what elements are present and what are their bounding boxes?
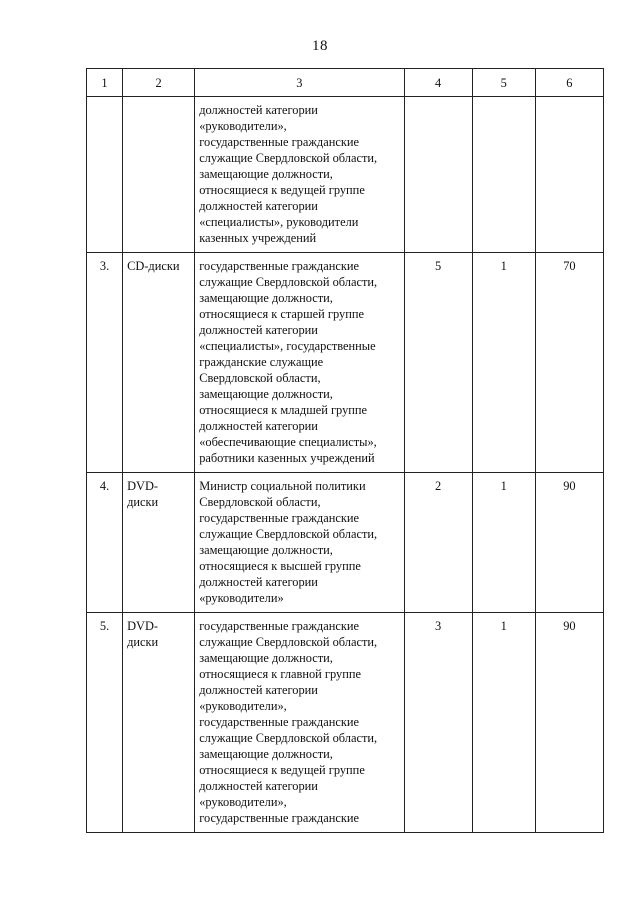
description-line: относящиеся к ведущей группе — [199, 183, 365, 197]
description-line: должностей категории — [199, 103, 318, 117]
allocation-table — [86, 68, 604, 833]
description-line: замещающие должности, — [199, 747, 333, 761]
value-col5: 1 — [472, 613, 535, 833]
description-line: должностей категории — [199, 419, 318, 433]
table-row — [87, 253, 604, 473]
description-line: замещающие должности, — [199, 651, 333, 665]
description-line: государственные гражданские — [199, 259, 360, 273]
description-line: служащие Свердловской области, — [199, 635, 378, 649]
description-line: государственные гражданские — [199, 715, 360, 729]
description-line: служащие Свердловской области, — [199, 275, 378, 289]
value-col6: 90 — [535, 613, 603, 833]
item-name-line: диски — [127, 635, 159, 649]
description-line: относящиеся к главной группе — [199, 667, 361, 681]
description-line: «руководители» — [199, 591, 284, 605]
description-line: относящиеся к младшей группе — [199, 403, 368, 417]
value-col4: 3 — [404, 613, 472, 833]
value-col6: 90 — [535, 473, 603, 613]
recipients-description — [195, 473, 404, 613]
item-name — [123, 97, 195, 253]
column-header: 2 — [123, 69, 195, 97]
description-line: служащие Свердловской области, — [199, 731, 378, 745]
item-name-line: DVD- — [127, 479, 159, 493]
description-line: должностей категории — [199, 323, 318, 337]
description-line: относящиеся к высшей группе — [199, 559, 361, 573]
item-name — [123, 613, 195, 833]
page-number: 18 — [312, 38, 328, 54]
value-col4: 5 — [404, 253, 472, 473]
description-line: государственные гражданские — [199, 511, 360, 525]
description-line: Министр социальной политики — [199, 479, 366, 493]
row-number: 3. — [87, 253, 123, 473]
description-line: государственные гражданские — [199, 619, 360, 633]
description-line: «специалисты», руководители — [199, 215, 359, 229]
column-header: 5 — [472, 69, 535, 97]
value-col4: 2 — [404, 473, 472, 613]
description-line: государственные гражданские — [199, 811, 360, 825]
row-number — [87, 97, 123, 253]
column-header: 6 — [535, 69, 603, 97]
description-line: Свердловской области, — [199, 495, 321, 509]
description-line: служащие Свердловской области, — [199, 527, 378, 541]
item-name-line: CD-диски — [127, 259, 180, 273]
item-name-line: DVD- — [127, 619, 159, 633]
description-line: работники казенных учреждений — [199, 451, 375, 465]
recipients-description — [195, 97, 404, 253]
value-col6 — [535, 97, 603, 253]
table-row — [87, 97, 604, 253]
description-line: Свердловской области, — [199, 371, 321, 385]
description-line: должностей категории — [199, 199, 318, 213]
row-number: 5. — [87, 613, 123, 833]
row-number: 4. — [87, 473, 123, 613]
description-line: «обеспечивающие специалисты», — [199, 435, 377, 449]
item-name — [123, 253, 195, 473]
value-col5: 1 — [472, 253, 535, 473]
column-number-row — [87, 69, 604, 97]
description-line: замещающие должности, — [199, 291, 333, 305]
column-header: 1 — [87, 69, 123, 97]
description-line: замещающие должности, — [199, 167, 333, 181]
description-line: замещающие должности, — [199, 387, 333, 401]
description-line: должностей категории — [199, 779, 318, 793]
description-line: «руководители», — [199, 699, 287, 713]
column-header: 3 — [195, 69, 404, 97]
value-col6: 70 — [535, 253, 603, 473]
description-line: относящиеся к ведущей группе — [199, 763, 365, 777]
description-line: замещающие должности, — [199, 543, 333, 557]
description-line: должностей категории — [199, 683, 318, 697]
description-line: «руководители», — [199, 795, 287, 809]
description-line: государственные гражданские — [199, 135, 360, 149]
value-col5: 1 — [472, 473, 535, 613]
value-col5 — [472, 97, 535, 253]
column-header: 4 — [404, 69, 472, 97]
table-row — [87, 613, 604, 833]
description-line: «специалисты», государственные — [199, 339, 376, 353]
description-line: гражданские служащие — [199, 355, 324, 369]
item-name-line: диски — [127, 495, 159, 509]
recipients-description — [195, 253, 404, 473]
table-row — [87, 473, 604, 613]
description-line: служащие Свердловской области, — [199, 151, 378, 165]
description-line: «руководители», — [199, 119, 287, 133]
description-line: казенных учреждений — [199, 231, 317, 245]
description-line: относящиеся к старшей группе — [199, 307, 364, 321]
value-col4 — [404, 97, 472, 253]
recipients-description — [195, 613, 404, 833]
item-name — [123, 473, 195, 613]
description-line: должностей категории — [199, 575, 318, 589]
